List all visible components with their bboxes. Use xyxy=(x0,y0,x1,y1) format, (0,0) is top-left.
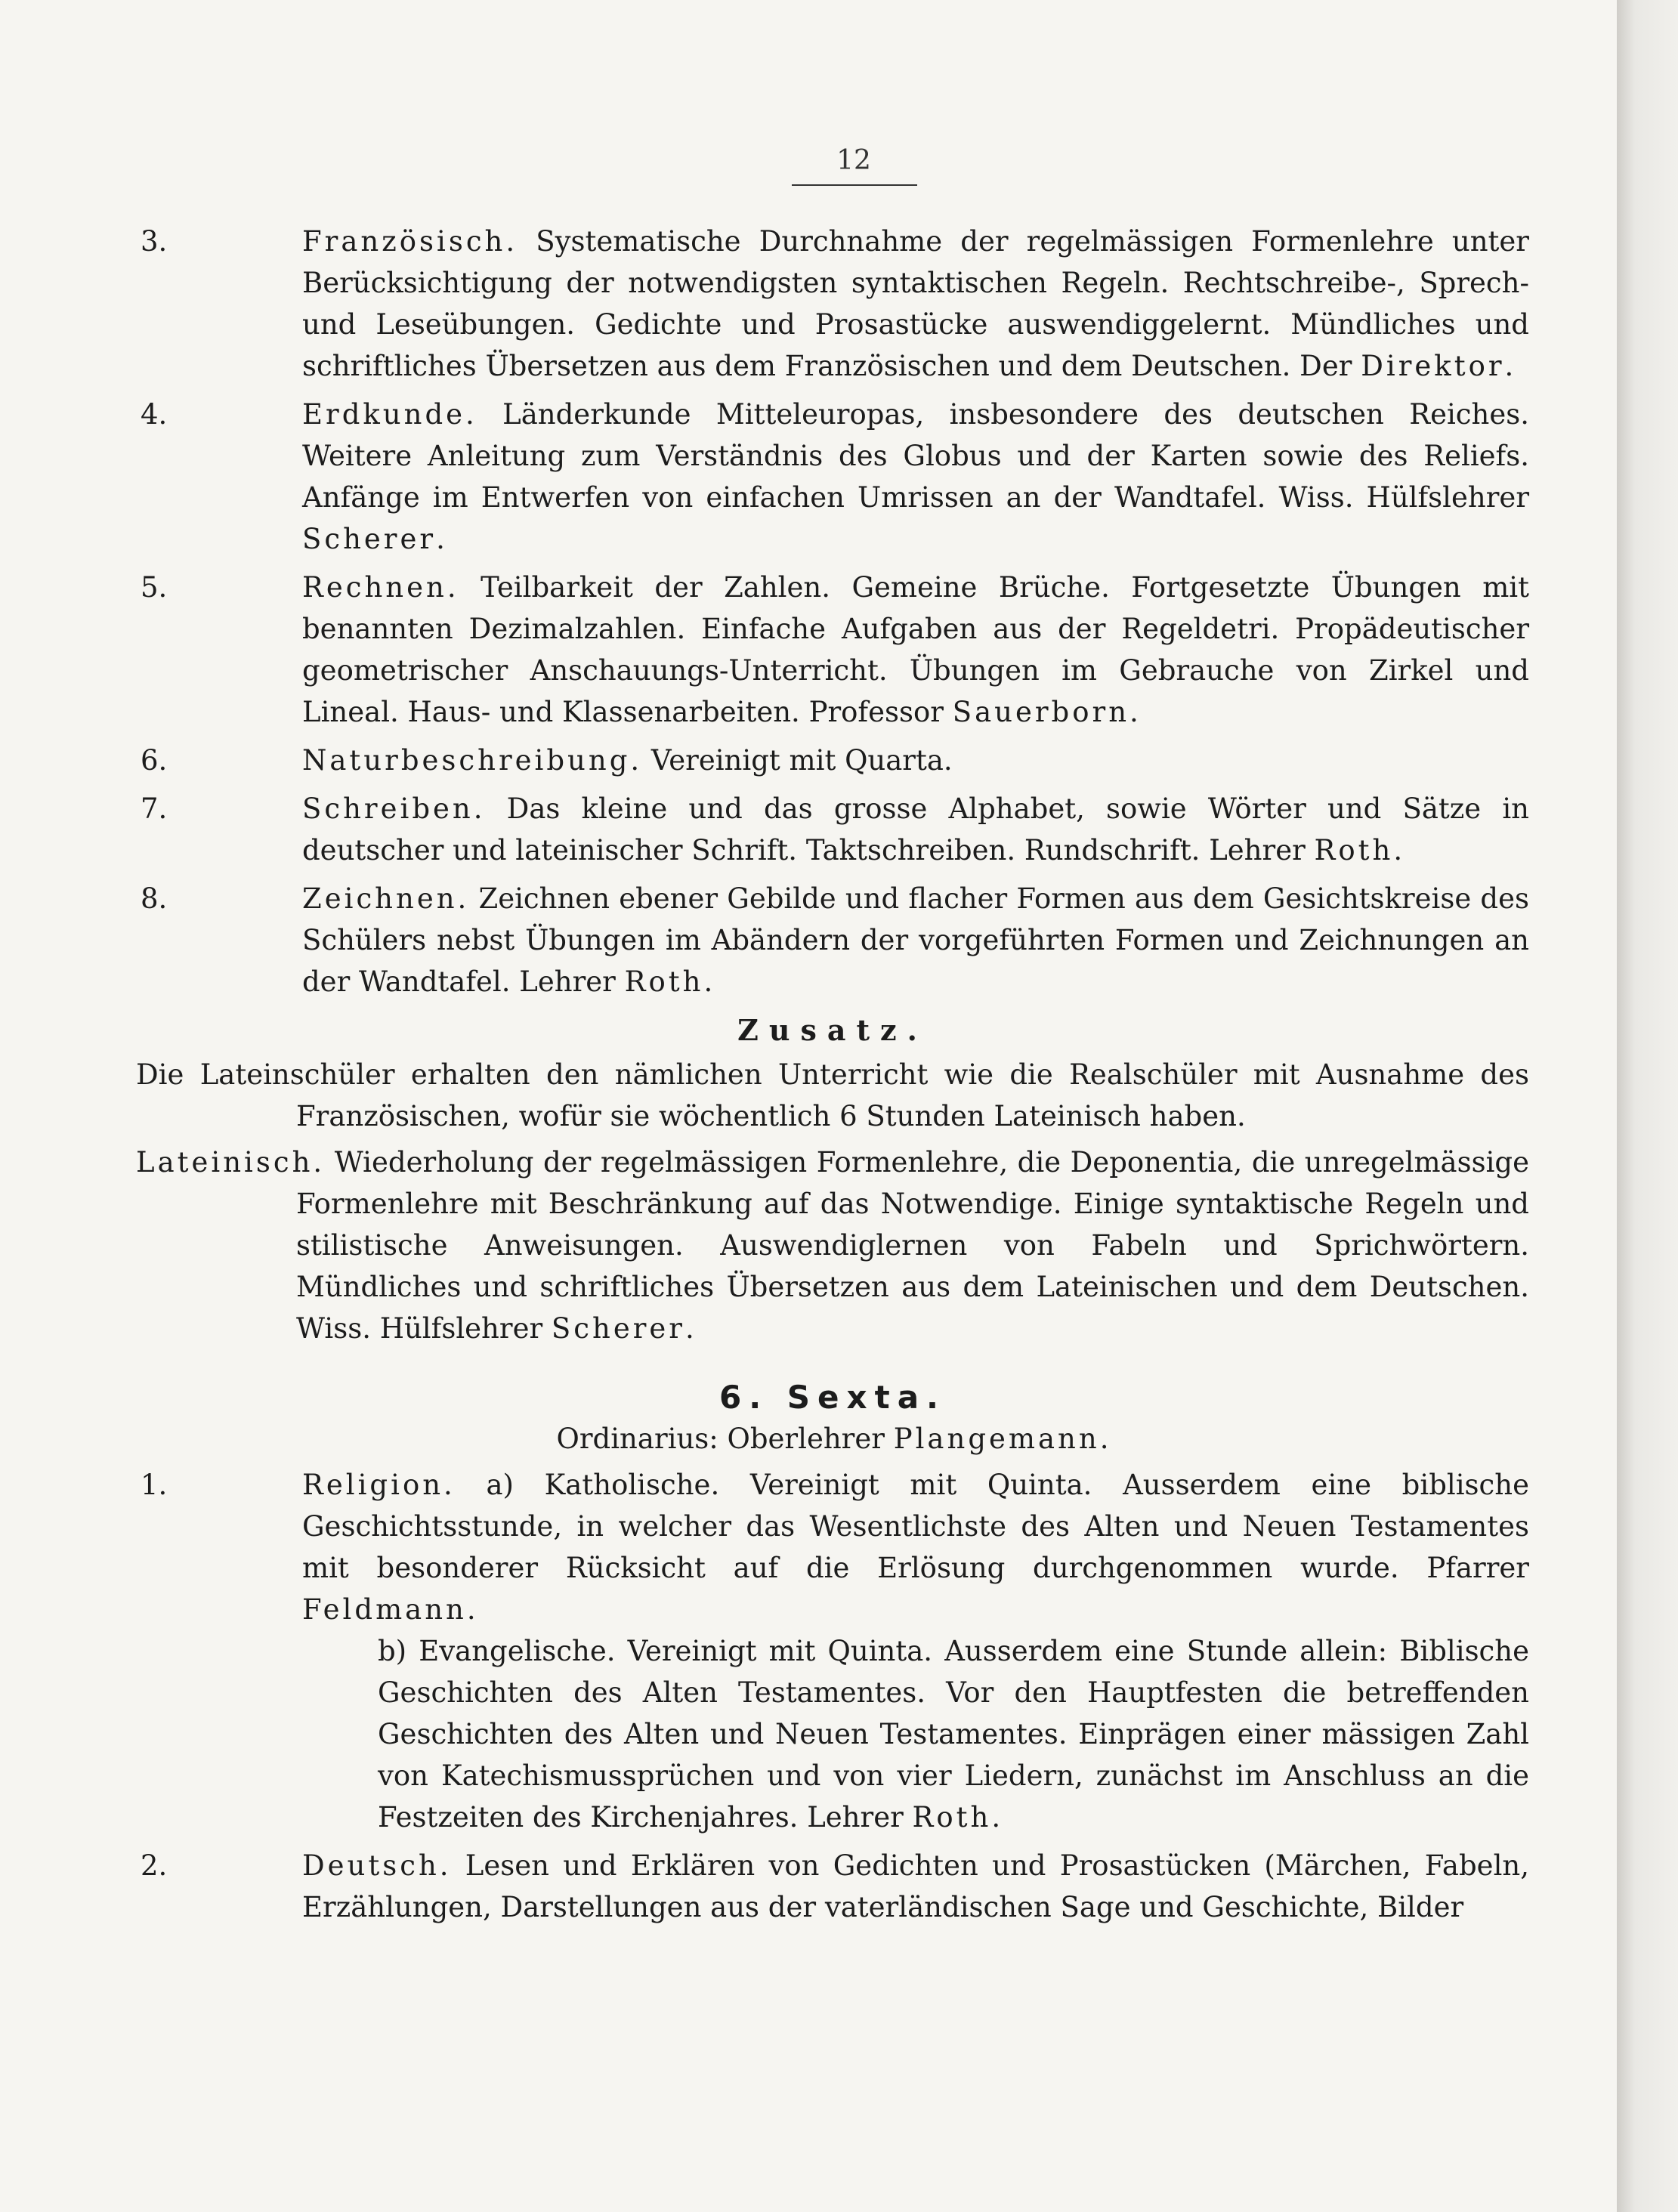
subject-number: 3. xyxy=(141,225,168,258)
subject-heading: Erdkunde. xyxy=(302,398,477,431)
teacher-name: Sauerborn xyxy=(952,696,1130,728)
subject-number: 8. xyxy=(141,882,168,915)
page-edge xyxy=(1617,0,1678,2212)
subject-tail: . xyxy=(466,1593,476,1626)
subject-number: 5. xyxy=(141,571,168,604)
subject-number: 6. xyxy=(141,744,168,777)
latin-heading: Lateinisch. xyxy=(136,1146,326,1179)
teacher-name: Roth xyxy=(624,965,704,998)
subject-tail: . xyxy=(703,965,713,998)
subject-tail: . xyxy=(991,1801,1001,1834)
sexta-title: 6. Sexta. xyxy=(719,1379,946,1416)
latin-entry xyxy=(136,1142,1529,1349)
subject-number: 1. xyxy=(141,1469,168,1501)
page-number-rule xyxy=(792,184,917,186)
zusatz-title: Zusatz. xyxy=(737,1013,928,1047)
subject-text: Länderkunde Mitteleuropas, insbesondere des deutschen Reiches. Weitere Anleitung zum Verständnis des Globus und der Karten sowie des Reliefs. Anfänge im Entwerfen von einfachen Umrissen an der Wandtafel. Wiss. Hülfslehrer xyxy=(302,398,1529,514)
subject-heading: Naturbeschreibung. xyxy=(302,744,643,777)
subject-number: 7. xyxy=(141,792,168,825)
subject-text: Lesen und Erklären von Gedichten und Prosastücken (Märchen, Fabeln, Erzählungen, Darstellungen aus der vaterländischen Sage und Geschichte, Bilder xyxy=(302,1849,1529,1923)
subject-heading: Schreiben. xyxy=(302,792,486,825)
ordinarius-line xyxy=(136,1418,1529,1460)
teacher-name: Roth xyxy=(1314,834,1394,867)
subject-entry xyxy=(136,740,1529,781)
subject-entry xyxy=(136,878,1529,1003)
subject-heading: Deutsch. xyxy=(302,1849,452,1882)
latin-tail: . xyxy=(685,1312,694,1345)
ordinarius-label: Ordinarius: Oberlehrer xyxy=(556,1423,894,1455)
subject-entry xyxy=(136,788,1529,871)
religion-evangelical-paragraph xyxy=(302,1630,1529,1838)
subject-text: Teilbarkeit der Zahlen. Gemeine Brüche. Fortgesetzte Übungen mit benannten Dezimalzahlen. Einfache Aufgaben aus der Regeldetri. Propädeutischer geometrischer Anschauungs-Unterricht. Übungen im Gebrauche von Zirkel und Lineal. Haus- und Klassenarbeiten. Professor xyxy=(302,571,1529,728)
subject-heading: Französisch. xyxy=(302,225,518,258)
ordinarius-tail: . xyxy=(1099,1423,1109,1455)
page-body xyxy=(136,221,1529,1935)
page-number: 12 xyxy=(836,145,871,176)
subject-heading: Rechnen. xyxy=(302,571,459,604)
subject-tail: . xyxy=(436,523,445,555)
latin-text: Wiederholung der regelmässigen Formenlehre, die Deponentia, die unregelmässige Formenlehre mit Beschränkung auf das Notwendige. Einige syntaktische Regeln und stilistische Anweisungen. Auswendiglernen von Fabeln und Sprichwörtern. Mündliches und schriftliches Übersetzen aus dem Lateinischen und dem Deutschen. Wiss. Hülfslehrer xyxy=(296,1146,1529,1345)
religion-evangelical-text: b) Evangelische. Vereinigt mit Quinta. Ausserdem eine Stunde allein: Biblische Geschichten des Alten Testamentes. Vor den Hauptfesten die betreffenden Geschichten des Alten und Neuen Testamentes. Einprägen einer mässigen Zahl von Katechismussprüchen und von vier Liedern, zunächst im Anschluss an die Festzeiten des Kirchenjahres. Lehrer xyxy=(378,1635,1529,1834)
subject-heading: Religion. xyxy=(302,1469,456,1501)
subject-tail: . xyxy=(1504,350,1514,382)
subject-text: a) Katholische. Vereinigt mit Quinta. Ausserdem eine biblische Geschichtsstunde, in welcher das Wesentlichste des Alten und Neuen Testamentes mit besonderer Rücksicht auf die Erlösung durchgenommen wurde. Pfarrer xyxy=(302,1469,1529,1584)
teacher-name: Roth xyxy=(912,1801,992,1834)
subject-text: Zeichnen ebener Gebilde und flacher Formen aus dem Gesichtskreise des Schülers nebst Übungen im Abändern der vorgeführten Formen und Zeichnungen an der Wandtafel. Lehrer xyxy=(302,882,1529,998)
subject-text: Vereinigt mit Quarta. xyxy=(642,744,953,777)
subject-text: Systematische Durchnahme der regelmässigen Formenlehre unter Berücksichtigung der notwendigsten syntaktischen Regeln. Rechtschreibe-, Sprech- und Leseübungen. Gedichte und Prosastücke auswendiggelernt. Mündliches und schriftliches Übersetzen aus dem Französischen und dem Deutschen. Der xyxy=(302,225,1529,382)
teacher-name: Feldmann xyxy=(302,1593,467,1626)
subject-entry xyxy=(136,567,1529,733)
subject-text: Das kleine und das grosse Alphabet, sowie Wörter und Sätze in deutscher und lateinischer Schrift. Taktschreiben. Rundschrift. Lehrer xyxy=(302,792,1529,867)
teacher-name: Direktor xyxy=(1361,350,1505,382)
ordinarius-name: Plangemann xyxy=(893,1423,1100,1455)
zusatz-intro: Die Lateinschüler erhalten den nämlichen Unterricht wie die Realschüler mit Ausnahme des Französischen, wofür sie wöchentlich 6 Stunden Lateinisch haben. xyxy=(136,1058,1529,1132)
subject-number: 4. xyxy=(141,398,168,431)
subject-heading: Zeichnen. xyxy=(302,882,470,915)
teacher-name: Scherer xyxy=(551,1312,685,1345)
subject-tail: . xyxy=(1393,834,1403,867)
subject-entry-deutsch xyxy=(136,1845,1529,1928)
subject-tail: . xyxy=(1129,696,1139,728)
subject-number: 2. xyxy=(141,1849,168,1882)
subject-entry-religion xyxy=(136,1464,1529,1838)
subject-entry xyxy=(136,221,1529,387)
subject-entry xyxy=(136,394,1529,560)
teacher-name: Scherer xyxy=(302,523,437,555)
